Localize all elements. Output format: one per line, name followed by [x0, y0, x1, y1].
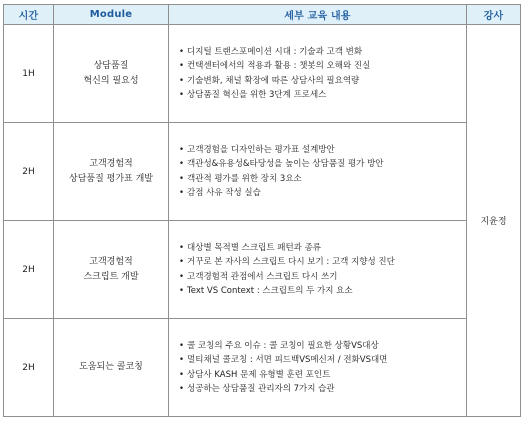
header-details: 세부 교육 내용 [169, 5, 467, 25]
details-cell [169, 123, 467, 221]
list-item: • 객관성&유용성&타당성을 높이는 상담품질 평가 방안 [179, 157, 462, 172]
list-item: • 기술변화, 채널 확장에 따른 상담사의 필요역량 [179, 74, 462, 89]
module-cell [54, 123, 169, 221]
module-title-line: 혁신의 필요성 [83, 75, 139, 86]
list-item: • 콜 코칭의 주요 이슈 : 콜 코칭이 필요한 상황VS대상 [179, 339, 462, 354]
details-cell [169, 25, 467, 123]
module-cell [54, 25, 169, 123]
detail-list [179, 143, 462, 201]
module-cell [54, 319, 169, 417]
detail-list [179, 241, 462, 299]
list-item: • 컨택센터에서의 적용과 활용 : 챗봇의 오해와 진실 [179, 59, 462, 74]
table-row [4, 25, 521, 123]
list-item: • 감점 사유 작성 실습 [179, 186, 462, 201]
list-item: • 거꾸로 본 자사의 스크립트 다시 보기 : 고객 지향성 진단 [179, 255, 462, 270]
time-cell: 2H [4, 123, 54, 221]
table-row [4, 123, 521, 221]
list-item: • 대상별 목적별 스크립트 패턴과 종류 [179, 241, 462, 256]
time-cell: 2H [4, 319, 54, 417]
list-item: • 고객경험을 디자인하는 평가표 설계방안 [179, 143, 462, 158]
details-cell [169, 221, 467, 319]
list-item: • 상담사 KASH 문제 유형별 훈련 포인트 [179, 368, 462, 383]
module-title-line: 상담품질 평가표 개발 [69, 173, 153, 184]
module-title-line: 고객경험적 [89, 158, 133, 169]
list-item: • 고객경험적 관점에서 스크립트 다시 쓰기 [179, 270, 462, 285]
header-module: Module [54, 5, 169, 25]
table-row [4, 319, 521, 417]
table-row [4, 221, 521, 319]
details-cell [169, 319, 467, 417]
curriculum-table [3, 4, 521, 417]
module-cell [54, 221, 169, 319]
module-title-line: 고객경험적 [89, 256, 133, 267]
detail-list [179, 339, 462, 397]
list-item: • 상담품질 혁신을 위한 3단계 프로세스 [179, 88, 462, 103]
detail-list [179, 45, 462, 103]
header-row [4, 5, 521, 25]
list-item: • Text VS Context : 스크립트의 두 가지 요소 [179, 284, 462, 299]
time-cell: 2H [4, 221, 54, 319]
module-title-line: 스크립트 개발 [83, 271, 139, 282]
instructor-cell: 지윤정 [467, 25, 521, 417]
list-item: • 성공하는 상담품질 관리자의 7가지 습관 [179, 382, 462, 397]
module-title-line: 도움되는 콜코칭 [79, 362, 143, 372]
module-title-line: 상담품질 [93, 60, 129, 71]
header-time: 시간 [4, 5, 54, 25]
list-item: • 객관적 평가를 위한 장치 3요소 [179, 172, 462, 187]
time-cell: 1H [4, 25, 54, 123]
list-item: • 멀티채널 콜코칭 : 서면 피드백VS메신저 / 전화VS대면 [179, 353, 462, 368]
header-instructor: 강사 [467, 5, 521, 25]
list-item: • 디지털 트랜스포메이션 시대 : 기술과 고객 변화 [179, 45, 462, 60]
